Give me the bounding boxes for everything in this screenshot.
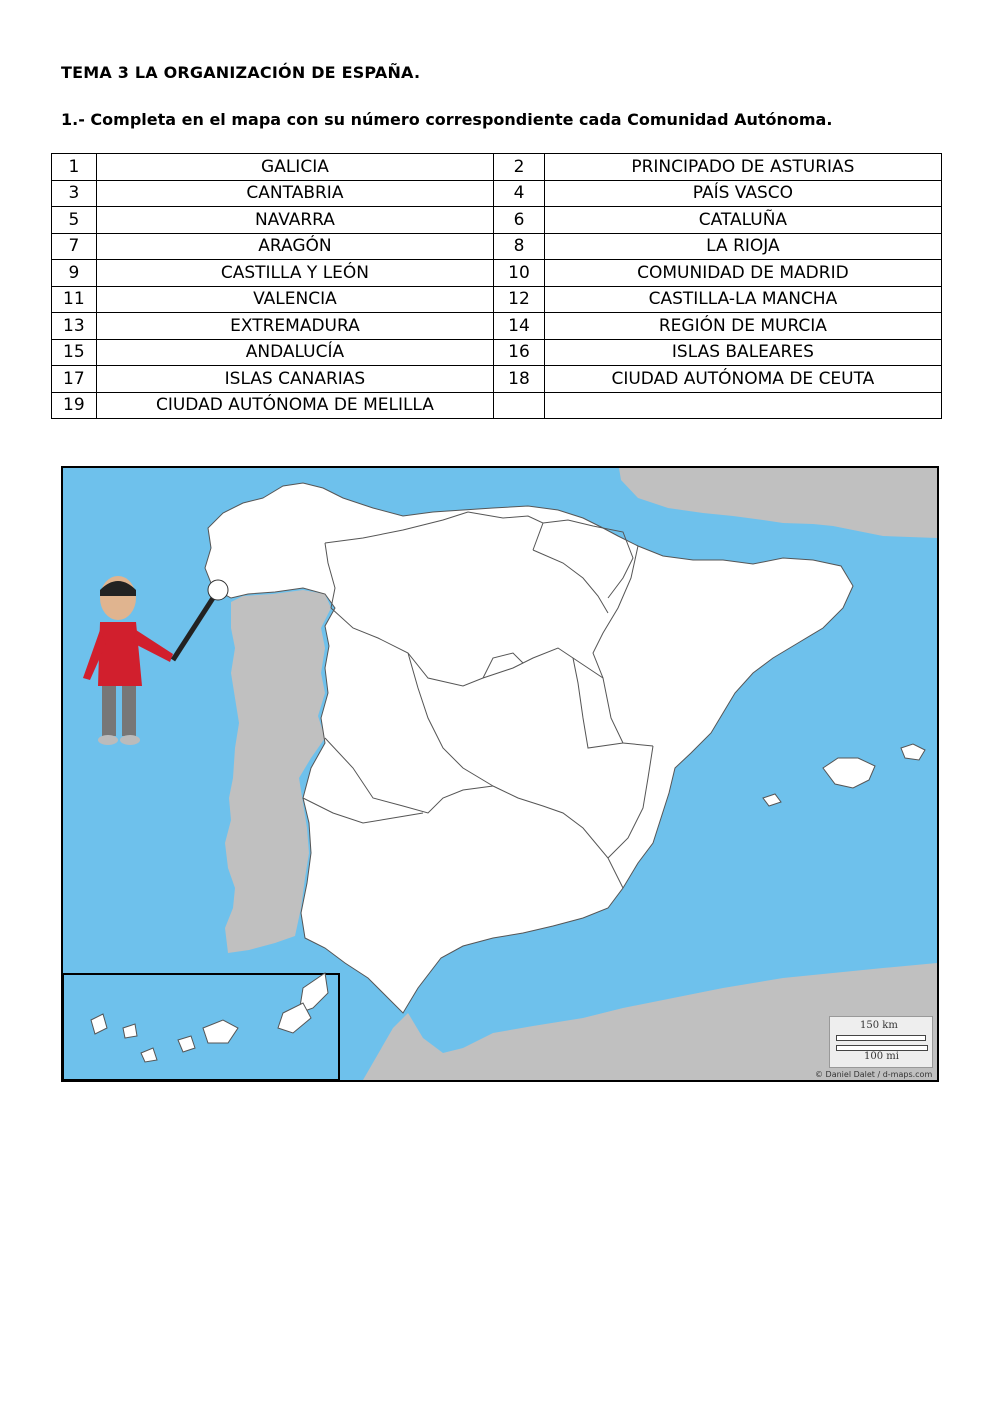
community-name: CASTILLA Y LEÓN <box>96 260 493 287</box>
community-name: PRINCIPADO DE ASTURIAS <box>544 154 941 181</box>
row-number: 19 <box>52 392 97 419</box>
row-number: 2 <box>494 154 545 181</box>
map-credit: © Daniel Dalet / d-maps.com <box>815 1070 933 1079</box>
row-number: 16 <box>494 339 545 366</box>
row-number: 15 <box>52 339 97 366</box>
row-number: 8 <box>494 233 545 260</box>
row-number: 7 <box>52 233 97 260</box>
table-row <box>52 366 942 393</box>
row-number: 10 <box>494 260 545 287</box>
table-row <box>52 392 942 419</box>
row-number: 13 <box>52 313 97 340</box>
community-name: ISLAS CANARIAS <box>96 366 493 393</box>
table-row <box>52 286 942 313</box>
page-title: TEMA 3 LA ORGANIZACIÓN DE ESPAÑA. <box>61 63 421 82</box>
table-row <box>52 260 942 287</box>
map-drawing <box>63 468 937 1080</box>
community-name: EXTREMADURA <box>96 313 493 340</box>
scale-mi-label: 100 mi <box>864 1051 899 1062</box>
table-row <box>52 339 942 366</box>
community-name: LA RIOJA <box>544 233 941 260</box>
row-number: 5 <box>52 207 97 234</box>
community-name: ISLAS BALEARES <box>544 339 941 366</box>
table-row <box>52 233 942 260</box>
community-name: PAÍS VASCO <box>544 180 941 207</box>
community-name: NAVARRA <box>96 207 493 234</box>
community-name: COMUNIDAD DE MADRID <box>544 260 941 287</box>
community-name: CATALUÑA <box>544 207 941 234</box>
community-name <box>544 392 941 419</box>
spain-map <box>61 466 939 1082</box>
map-scale <box>829 1016 933 1068</box>
community-name: REGIÓN DE MURCIA <box>544 313 941 340</box>
scale-bar-km <box>836 1035 926 1041</box>
row-number: 4 <box>494 180 545 207</box>
row-number: 1 <box>52 154 97 181</box>
row-number: 11 <box>52 286 97 313</box>
scale-km-label: 150 km <box>860 1020 898 1031</box>
row-number <box>494 392 545 419</box>
row-number: 9 <box>52 260 97 287</box>
row-number: 14 <box>494 313 545 340</box>
instruction-text: 1.- Completa en el mapa con su número correspondiente cada Comunidad Autónoma. <box>61 110 833 129</box>
row-number: 3 <box>52 180 97 207</box>
table-row <box>52 313 942 340</box>
community-name: CIUDAD AUTÓNOMA DE MELILLA <box>96 392 493 419</box>
row-number: 18 <box>494 366 545 393</box>
communities-table <box>51 153 942 419</box>
community-name: ANDALUCÍA <box>96 339 493 366</box>
table-row <box>52 180 942 207</box>
community-name: CIUDAD AUTÓNOMA DE CEUTA <box>544 366 941 393</box>
table-row <box>52 207 942 234</box>
community-name: ARAGÓN <box>96 233 493 260</box>
community-name: VALENCIA <box>96 286 493 313</box>
community-name: CASTILLA-LA MANCHA <box>544 286 941 313</box>
community-name: GALICIA <box>96 154 493 181</box>
table-row <box>52 154 942 181</box>
community-name: CANTABRIA <box>96 180 493 207</box>
row-number: 12 <box>494 286 545 313</box>
row-number: 6 <box>494 207 545 234</box>
row-number: 17 <box>52 366 97 393</box>
